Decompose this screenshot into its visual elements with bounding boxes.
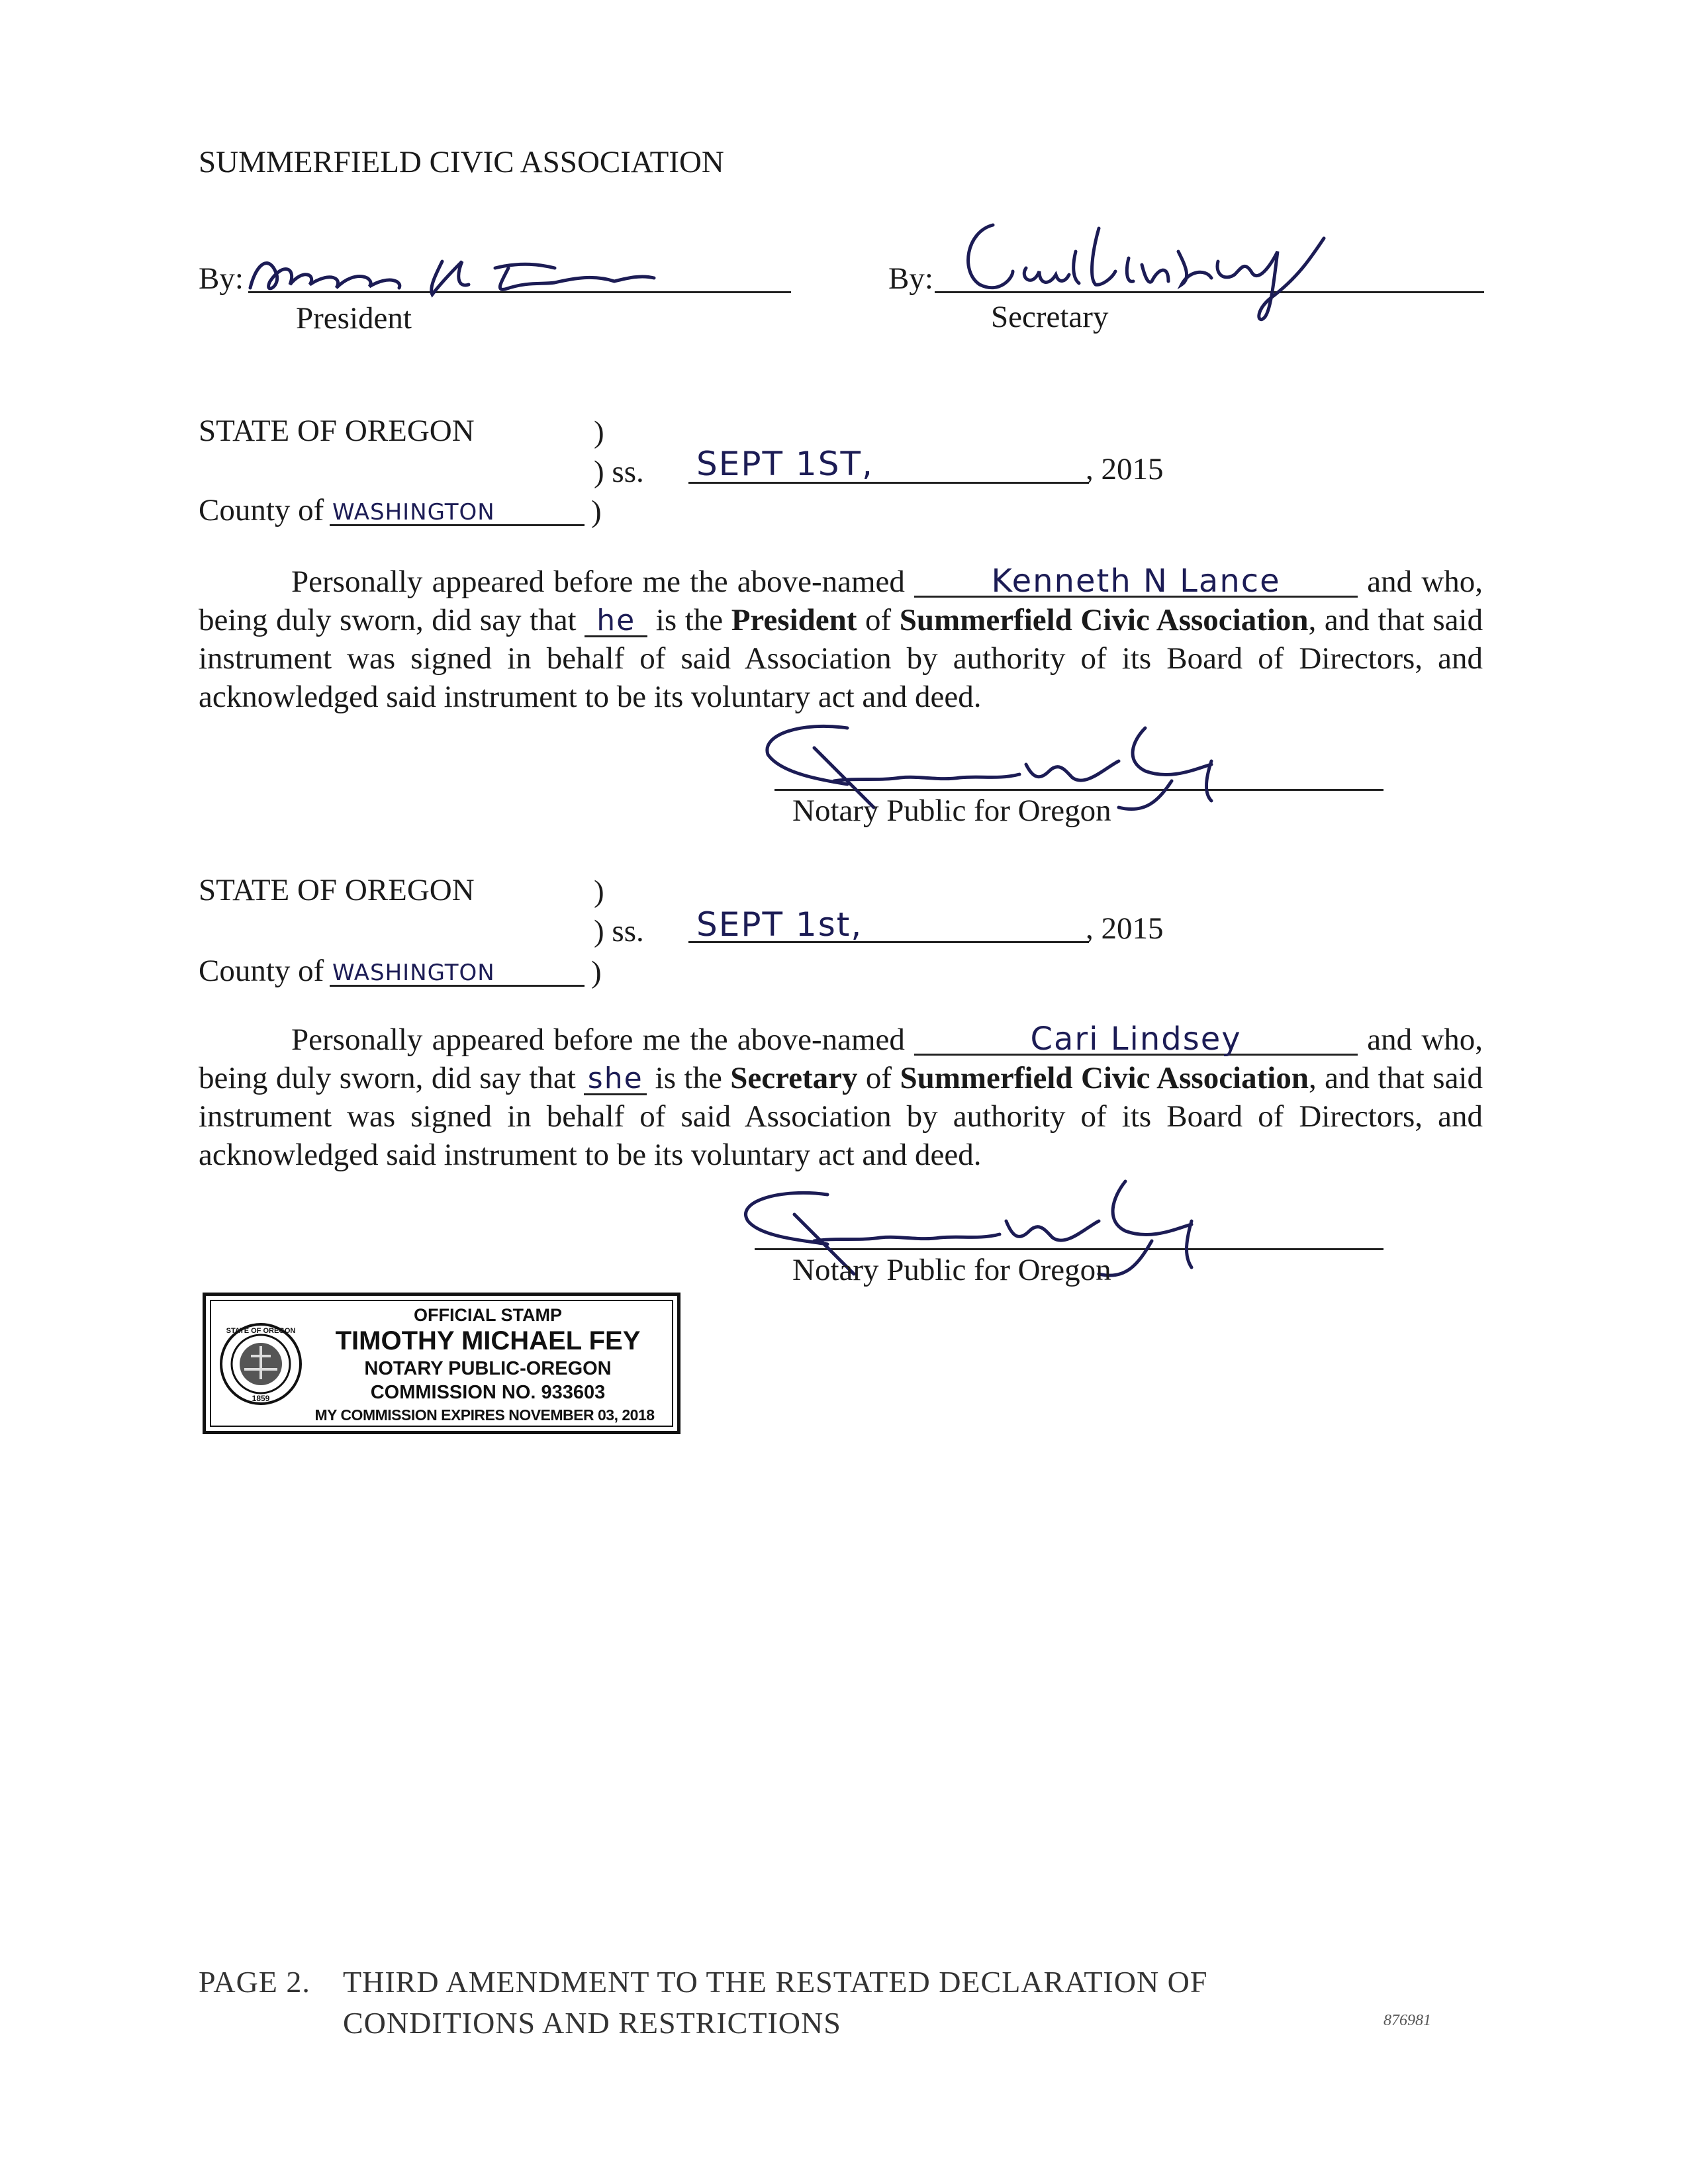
ack2-year: , 2015: [1086, 911, 1164, 946]
ack2-notary-label: Notary Public for Oregon: [792, 1253, 1111, 1287]
ack1-notary-label: Notary Public for Oregon: [792, 794, 1111, 828]
state-seal-icon: [218, 1306, 304, 1422]
ack1-county-label: County of: [199, 493, 324, 527]
ack1-pronoun-value: he: [585, 606, 647, 637]
ack2-date-line: [688, 941, 1089, 943]
ack1-county-value: WASHINGTON: [332, 499, 495, 525]
ack1-state: STATE OF OREGON: [199, 414, 475, 448]
official-notary-stamp: [203, 1293, 680, 1434]
footer-title-line1: THIRD AMENDMENT TO THE RESTATED DECLARATION OF: [343, 1965, 1208, 1999]
president-by-label: By:: [199, 261, 244, 296]
ack2-county-value: WASHINGTON: [332, 960, 495, 986]
seal-year: 1859: [252, 1394, 270, 1403]
ack2-county-label: County of: [199, 954, 324, 988]
secretary-by-label: By:: [888, 261, 933, 296]
ack2-paragraph: Personally appeared before me the above-named Cari Lindsey and who, being duly sworn, did say that she is the Secretary of Summerfield Civic Association, and that said instrument was signed in behalf of said Association by authority of its Board of Directors, and acknowledged said instrument to be its voluntary act and deed.: [199, 1021, 1483, 1172]
stamp-notary-name: TIMOTHY MICHAEL FEY: [335, 1326, 641, 1355]
ack2-org: Summerfield Civic Association: [900, 1061, 1309, 1095]
ack2-paren-top: ): [594, 874, 604, 909]
ack1-date-value: SEPT 1ST,: [696, 445, 874, 483]
ack1-paragraph: Personally appeared before me the above-named Kenneth N Lance and who, being duly sworn, did say that he is the President of Summerfield Civic Association, and that said instrument was signed in behalf of said Association by authority of its Board of Directors, and acknowledged said instrument to be its voluntary act and deed.: [199, 563, 1483, 714]
ack2-state: STATE OF OREGON: [199, 873, 475, 907]
ack1-paren-top: ): [594, 415, 604, 449]
stamp-line1: OFFICIAL STAMP: [414, 1305, 562, 1325]
president-signature: [244, 248, 707, 308]
ack2-pronoun-value: she: [584, 1064, 647, 1095]
stamp-expiry: MY COMMISSION EXPIRES NOVEMBER 03, 2018: [314, 1406, 655, 1424]
secretary-role-label: Secretary: [991, 300, 1109, 334]
stamp-commission-number: COMMISSION NO. 933603: [370, 1382, 606, 1403]
ack2-title: Secretary: [730, 1061, 858, 1095]
footer-page-number: PAGE 2.: [199, 1965, 310, 1999]
president-role-label: President: [296, 301, 412, 336]
ack1-org: Summerfield Civic Association: [899, 603, 1309, 637]
ack1-name-value: Kenneth N Lance: [914, 567, 1358, 598]
ack1-date-line: [688, 482, 1089, 484]
seal-text: STATE OF OREGON: [226, 1327, 296, 1335]
ack1-title: President: [731, 603, 857, 637]
association-heading: SUMMERFIELD CIVIC ASSOCIATION: [199, 145, 724, 179]
ack1-county-line: [330, 524, 585, 526]
ack2-county-line: [330, 985, 585, 987]
ack1-county-close: ): [591, 494, 602, 529]
ack2-date-value: SEPT 1st,: [696, 905, 863, 944]
ack1-ss: ) ss.: [594, 455, 644, 489]
ack2-ss: ) ss.: [594, 914, 644, 948]
stamp-line3: NOTARY PUBLIC-OREGON: [364, 1358, 612, 1379]
ack2-county-close: ): [591, 955, 602, 989]
ack2-name-value: Cari Lindsey: [914, 1024, 1358, 1056]
footer-doc-code: 876981: [1383, 2012, 1431, 2029]
footer-title-line2: CONDITIONS AND RESTRICTIONS: [343, 2006, 841, 2040]
ack1-year: , 2015: [1086, 452, 1164, 486]
